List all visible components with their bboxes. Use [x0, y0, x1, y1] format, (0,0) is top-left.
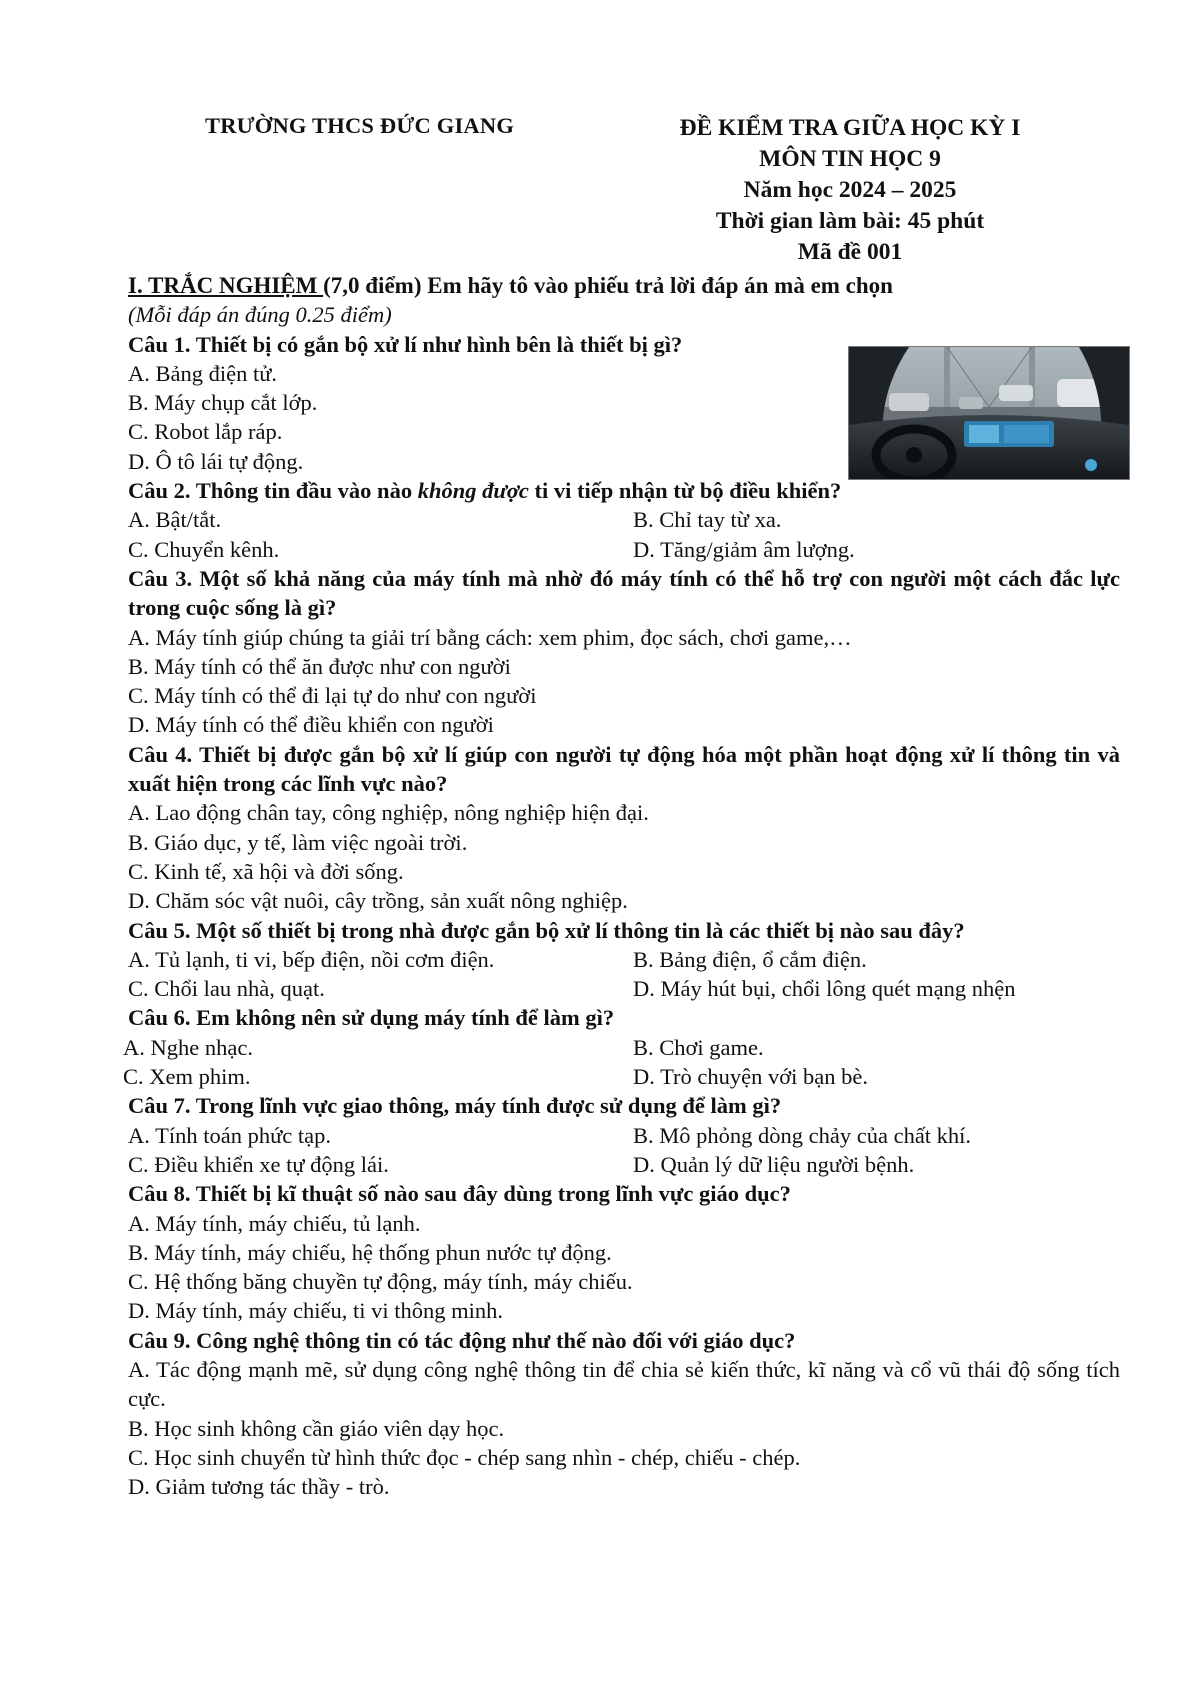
exam-code: Mã đề 001 — [797, 239, 903, 265]
option-3d: D. Máy tính có thể điều khiển con người — [128, 712, 494, 738]
option-5d: D. Máy hút bụi, chổi lông quét mạng nhện — [633, 976, 1016, 1002]
options-row — [128, 535, 1120, 564]
question-5: Câu 5. Một số thiết bị trong nhà được gắn bộ xử lí thông tin là các thiết bị nào sau đây? — [128, 917, 965, 943]
options-row — [128, 974, 1120, 1003]
options-row — [128, 945, 1120, 974]
option-1a: A. Bảng điện tử. — [128, 360, 278, 386]
option-5c: C. Chổi lau nhà, quạt. — [128, 976, 325, 1002]
school-name: TRƯỜNG THCS ĐỨC GIANG — [205, 113, 515, 138]
question-2-text-end: ti vi tiếp nhận từ bộ điều khiển? — [528, 478, 842, 504]
options-row — [128, 1121, 1120, 1150]
options-row — [128, 505, 1120, 534]
option-6b: B. Chơi game. — [633, 1034, 764, 1060]
option-6a: A. Nghe nhạc. — [123, 1034, 253, 1060]
option-7c: C. Điều khiển xe tự động lái. — [128, 1151, 389, 1177]
option-4d: D. Chăm sóc vật nuôi, cây trồng, sản xuất nông nghiệp. — [128, 888, 628, 914]
option-6c: C. Xem phim. — [123, 1064, 251, 1090]
option-2b: B. Chỉ tay từ xa. — [633, 507, 782, 533]
option-8d: D. Máy tính, máy chiếu, ti vi thông minh. — [128, 1298, 503, 1324]
options-row — [123, 1062, 1120, 1091]
question-6: Câu 6. Em không nên sử dụng máy tính để làm gì? — [128, 1005, 615, 1031]
exam-content — [123, 271, 1120, 1501]
option-7b: B. Mô phỏng dòng chảy của chất khí. — [633, 1122, 972, 1148]
section-label: I. TRẮC NGHIỆM — [128, 273, 324, 298]
option-6d: D. Trò chuyện với bạn bè. — [633, 1064, 869, 1090]
exam-title: ĐỀ KIỂM TRA GIỮA HỌC KỲ I — [679, 115, 1021, 141]
option-2d: D. Tăng/giảm âm lượng. — [633, 536, 855, 562]
option-4a: A. Lao động chân tay, công nghiệp, nông nghiệp hiện đại. — [128, 800, 649, 826]
option-3c: C. Máy tính có thể đi lại tự do như con người — [128, 683, 537, 709]
question-8: Câu 8. Thiết bị kĩ thuật số nào sau đây dùng trong lĩnh vực giáo dục? — [128, 1181, 791, 1207]
option-7d: D. Quản lý dữ liệu người bệnh. — [633, 1151, 915, 1177]
option-9c: C. Học sinh chuyển từ hình thức đọc - chép sang nhìn - chép, chiếu - chép. — [128, 1444, 801, 1470]
options-row — [123, 1033, 1120, 1062]
option-1b: B. Máy chụp cắt lớp. — [128, 390, 318, 416]
exam-header — [640, 113, 1060, 268]
exam-subject: MÔN TIN HỌC 9 — [759, 146, 941, 172]
option-3a: A. Máy tính giúp chúng ta giải trí bằng cách: xem phim, đọc sách, chơi game,… — [128, 624, 852, 650]
question-4: Câu 4. Thiết bị được gắn bộ xử lí giúp con người tự động hóa một phần hoạt động xử lí thông tin và xuất hiện trong các lĩnh vực nào? — [128, 741, 1120, 797]
option-8c: C. Hệ thống băng chuyền tự động, máy tính, máy chiếu. — [128, 1269, 633, 1295]
option-5a: A. Tủ lạnh, ti vi, bếp điện, nồi cơm điện. — [128, 946, 495, 972]
question-2-text-start: Câu 2. Thông tin đầu vào nào — [128, 478, 418, 504]
section-note: (Mỗi đáp án đúng 0.25 điểm) — [128, 302, 392, 328]
option-9a: A. Tác động mạnh mẽ, sử dụng công nghệ thông tin để chia sẻ kiến thức, kĩ năng và cổ vũ thái độ sống tích cực. — [128, 1356, 1120, 1412]
section-title — [128, 271, 1120, 300]
section-instruction: (7,0 điểm) Em hãy tô vào phiếu trả lời đáp án mà em chọn — [323, 273, 893, 298]
option-7a: A. Tính toán phức tạp. — [128, 1122, 331, 1148]
option-4c: C. Kinh tế, xã hội và đời sống. — [128, 858, 404, 884]
question-3: Câu 3. Một số khả năng của máy tính mà nhờ đó máy tính có thể hỗ trợ con người một cách đắc lực trong cuộc sống là gì? — [128, 565, 1120, 621]
question-9: Câu 9. Công nghệ thông tin có tác động như thế nào đối với giáo dục? — [128, 1327, 796, 1353]
option-5b: B. Bảng điện, ổ cắm điện. — [633, 946, 867, 972]
option-8a: A. Máy tính, máy chiếu, tủ lạnh. — [128, 1210, 421, 1236]
options-row — [128, 1150, 1120, 1179]
option-2a: A. Bật/tắt. — [128, 507, 222, 533]
question-2 — [128, 476, 1120, 505]
option-1c: C. Robot lắp ráp. — [128, 419, 283, 445]
option-9b: B. Học sinh không cần giáo viên dạy học. — [128, 1415, 505, 1441]
option-4b: B. Giáo dục, y tế, làm việc ngoài trời. — [128, 829, 468, 855]
question-7: Câu 7. Trong lĩnh vực giao thông, máy tính được sử dụng để làm gì? — [128, 1093, 782, 1119]
question-1: Câu 1. Thiết bị có gắn bộ xử lí như hình bên là thiết bị gì? — [128, 331, 683, 357]
option-2c: C. Chuyển kênh. — [128, 536, 280, 562]
option-1d: D. Ô tô lái tự động. — [128, 448, 304, 474]
question-2-emphasis: không được — [417, 478, 529, 504]
exam-year: Năm học 2024 – 2025 — [743, 177, 957, 203]
option-8b: B. Máy tính, máy chiếu, hệ thống phun nước tự động. — [128, 1239, 612, 1265]
option-3b: B. Máy tính có thể ăn được như con người — [128, 653, 511, 679]
option-9d: D. Giảm tương tác thầy - trò. — [128, 1474, 390, 1500]
exam-time: Thời gian làm bài: 45 phút — [715, 208, 985, 234]
